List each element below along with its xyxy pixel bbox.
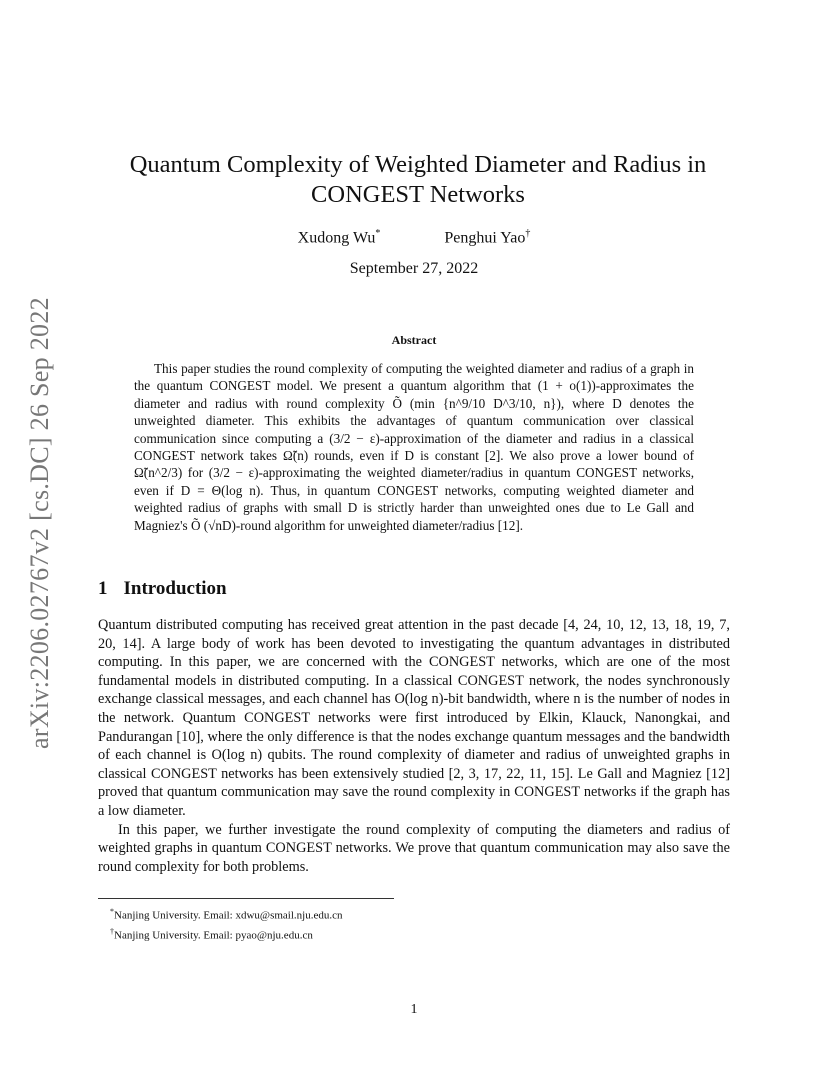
footnote-rule (98, 898, 394, 899)
footnote-2: †Nanjing University. Email: pyao@nju.edu.cn (110, 926, 313, 942)
section-title: Introduction (123, 578, 227, 599)
abstract-heading: Abstract (391, 333, 437, 347)
paper-date: September 27, 2022 (349, 260, 479, 277)
section-heading (98, 578, 227, 600)
footnote-1: *Nanjing University. Email: xdwu@smail.nju.edu.cn (110, 907, 343, 922)
intro-paragraph-2: In this paper, we further investigate the round complexity of computing the diameters and radius of weighted graphs in quantum CONGEST networks. We prove that quantum communication may also save the round complexity for both problems. (98, 821, 730, 875)
intro-paragraph-1: Quantum distributed computing has received great attention in the past decade [4, 24, 10, 12, 13, 18, 19, 7, 20, 14]. A large body of work has been devoted to investigating the quantum advantages in distributed computing. In this paper, we are concerned with the CONGEST networks, which are one of the most fundamental models in distributed computing. In a classical CONGEST network, the nodes synchronously exchange classical messages, and each channel has O(log n)-bit bandwidth, where n is the number of nodes in the network. Quantum CONGEST networks were first introduced by Elkin, Klauck, Nanongkai, and Pandurangan [10], where the only difference is that the nodes exchange quantum messages and the bandwidth of each channel is O(log n) qubits. The round complexity of diameter and radius of unweighted graphs in classical CONGEST networks has been extensively studied [2, 3, 17, 22, 11, 15]. Le Gall and Magniez [12] proved that quantum communication may save the round complexity in CONGEST networks if the graph has a low diameter. (98, 617, 730, 819)
introduction-body (98, 616, 730, 876)
abstract-body (134, 360, 694, 534)
footnotes (110, 904, 342, 943)
author-list (0, 228, 828, 247)
author-2: Penghui Yao† (444, 228, 531, 247)
section-number: 1 (98, 578, 108, 599)
author-1: Xudong Wu* (297, 228, 381, 247)
abstract-text: This paper studies the round complexity of computing the weighted diameter and radius of a graph in the quantum CONGEST model. We present a quantum algorithm that (1 + o(1))-approximates the diameter and radius with round complexity Õ (min {n^9/10 D^3/10, n}), where D denotes the unweighted diameter. This exhibits the advantages of quantum communication over classical communication since computing a (3/2 − ε)-approximation of the diameter and radius in a classical CONGEST network takes Ω̃(n) rounds, even if D is constant [2]. We also prove a lower bound of Ω̃(n^2/3) for (3/2 − ε)-approximating the weighted diameter/radius in quantum CONGEST networks, even if D = Θ(log n). Thus, in quantum CONGEST networks, computing weighted diameter and weighted radius of graphs with small D is strictly harder than unweighted ones due to Le Gall and Magniez's Õ (√nD)-round algorithm for unweighted diameter/radius [12]. (134, 361, 694, 533)
paper-title: Quantum Complexity of Weighted Diameter and Radius in CONGEST Networks (129, 151, 707, 208)
page-number: 1 (410, 1002, 418, 1017)
arxiv-identifier: arXiv:2206.02767v2 [cs.DC] 26 Sep 2022 (25, 297, 54, 749)
arxiv-sidebar (20, 288, 60, 758)
